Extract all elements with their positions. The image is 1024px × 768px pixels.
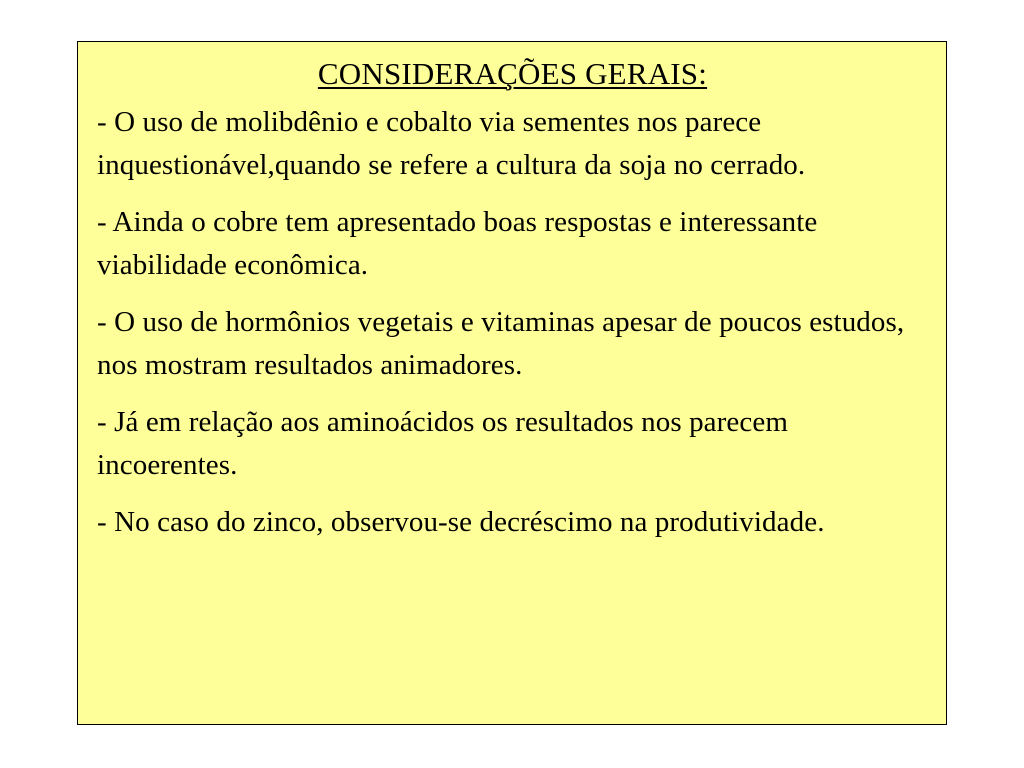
bullet-item-zinc: - No caso do zinco, observou-se decréscimo na produtividade. (97, 506, 825, 538)
bullet-item-molybdenum-cobalt: - O uso de molibdênio e cobalto via sementes nos parece inquestionável,quando se refere a cultura da soja no cerrado. (97, 106, 806, 181)
content-box (77, 41, 947, 725)
bullet-item-hormones-vitamins: - O uso de hormônios vegetais e vitaminas apesar de poucos estudos, nos mostram resultados animadores. (97, 306, 905, 381)
bullet-item-copper: - Ainda o cobre tem apresentado boas respostas e interessante viabilidade econômica. (97, 206, 818, 281)
bullet-item-amino-acids: - Já em relação aos aminoácidos os resultados nos parecem incoerentes. (97, 406, 788, 481)
slide-title: CONSIDERAÇÕES GERAIS: (317, 56, 708, 91)
